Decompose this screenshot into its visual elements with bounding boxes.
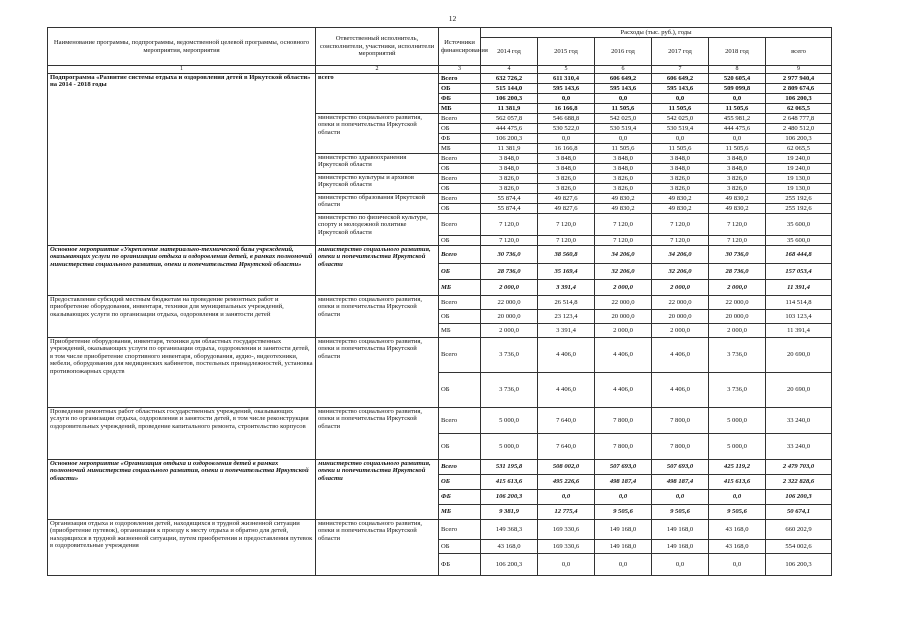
total-value-cell: 2 479 703,0: [766, 460, 832, 475]
total-value-cell: 2 480 512,0: [766, 124, 832, 134]
total-value-cell: 106 200,3: [766, 134, 832, 144]
year-value-cell: 7 640,0: [538, 408, 595, 434]
year-value-cell: 2 000,0: [709, 324, 766, 338]
index-cell: 5: [538, 66, 595, 74]
year-value-cell: 3 848,0: [481, 154, 538, 164]
total-value-cell: 106 200,3: [766, 554, 832, 576]
header-source: Источники финансирования: [439, 28, 481, 66]
year-value-cell: 106 200,3: [481, 554, 538, 576]
funding-source-cell: Всего: [439, 74, 481, 84]
year-value-cell: 7 120,0: [481, 214, 538, 236]
header-year: 2018 год: [709, 38, 766, 66]
total-value-cell: 2 648 777,8: [766, 114, 832, 124]
year-value-cell: 169 330,6: [538, 520, 595, 540]
year-value-cell: 7 120,0: [538, 214, 595, 236]
index-cell: 2: [316, 66, 439, 74]
year-value-cell: 3 826,0: [595, 184, 652, 194]
year-value-cell: 11 505,6: [595, 104, 652, 114]
year-value-cell: 0,0: [538, 134, 595, 144]
executor-cell: министерство социального развития, опеки и попечительства Иркутской области: [316, 114, 439, 154]
year-value-cell: 425 119,2: [709, 460, 766, 475]
year-value-cell: 632 726,2: [481, 74, 538, 84]
funding-source-cell: ОБ: [439, 310, 481, 324]
program-name-cell: Приобретение оборудования, инвентаря, техники для областных государственных учреждений, оказывающих услуги по организации отдыха, оздоровления и занятости детей, в том числе приобретение спортивного инвентаря, оборудования, аудио-, видеотехники, мебели, оборудования для медицинских кабинетов, постельных принадлежностей, установка противопожарных средств: [48, 338, 316, 408]
year-value-cell: 16 166,8: [538, 144, 595, 154]
year-value-cell: 5 000,0: [709, 408, 766, 434]
year-value-cell: 7 800,0: [595, 434, 652, 460]
year-value-cell: 7 800,0: [595, 408, 652, 434]
total-value-cell: 20 690,0: [766, 338, 832, 373]
year-value-cell: 0,0: [709, 94, 766, 104]
total-value-cell: 11 391,4: [766, 280, 832, 296]
year-value-cell: 49 827,6: [538, 204, 595, 214]
index-cell: 1: [48, 66, 316, 74]
year-value-cell: 7 120,0: [481, 236, 538, 246]
funding-source-cell: Всего: [439, 460, 481, 475]
year-value-cell: 20 000,0: [709, 310, 766, 324]
index-cell: 8: [709, 66, 766, 74]
page-number: 12: [448, 14, 457, 23]
index-cell: 6: [595, 66, 652, 74]
year-value-cell: 0,0: [709, 554, 766, 576]
program-name-cell: Проведение ремонтных работ областных государственных учреждений, оказывающих услуги по организации отдыха, оздоровления и занятости детей, в том числе реконструкция оздоровительных учреждений, проведение капитального ремонта, строительство корпусов: [48, 408, 316, 460]
total-value-cell: 19 240,0: [766, 164, 832, 174]
funding-source-cell: ОБ: [439, 373, 481, 408]
year-value-cell: 542 025,0: [595, 114, 652, 124]
year-value-cell: 22 000,0: [481, 296, 538, 310]
total-value-cell: 2 322 828,6: [766, 475, 832, 490]
year-value-cell: 455 981,2: [709, 114, 766, 124]
year-value-cell: 149 168,0: [652, 520, 709, 540]
funding-source-cell: Всего: [439, 174, 481, 184]
year-value-cell: 34 206,0: [595, 246, 652, 264]
year-value-cell: 530 519,4: [595, 124, 652, 134]
program-name-cell: Основное мероприятие «Укрепление материально-технической базы учреждений, оказывающих услуги по организации отдыха и оздоровления детей, в рамках полномочий министерства социального развития, опеки и попечительства Иркутской области»: [48, 246, 316, 296]
total-value-cell: 19 130,0: [766, 184, 832, 194]
total-value-cell: 103 123,4: [766, 310, 832, 324]
year-value-cell: 7 120,0: [595, 214, 652, 236]
header-year: 2014 год: [481, 38, 538, 66]
year-value-cell: 7 800,0: [652, 408, 709, 434]
year-value-cell: 7 120,0: [595, 236, 652, 246]
funding-source-cell: ОБ: [439, 124, 481, 134]
year-value-cell: 49 830,2: [709, 194, 766, 204]
year-value-cell: 415 613,6: [709, 475, 766, 490]
funding-source-cell: Всего: [439, 154, 481, 164]
year-value-cell: 5 000,0: [709, 434, 766, 460]
executor-cell: министерство социального развития, опеки и попечительства Иркутской области: [316, 246, 439, 296]
year-value-cell: 3 826,0: [538, 174, 595, 184]
year-value-cell: 9 381,9: [481, 505, 538, 520]
year-value-cell: 149 168,0: [595, 540, 652, 554]
year-value-cell: 562 057,8: [481, 114, 538, 124]
year-value-cell: 444 475,6: [481, 124, 538, 134]
year-value-cell: 11 505,6: [652, 144, 709, 154]
year-value-cell: 507 693,0: [652, 460, 709, 475]
year-value-cell: 20 000,0: [652, 310, 709, 324]
table-row: [48, 460, 832, 475]
header-year: 2016 год: [595, 38, 652, 66]
funding-source-cell: ФБ: [439, 490, 481, 505]
year-value-cell: 106 200,3: [481, 490, 538, 505]
funding-source-cell: ОБ: [439, 184, 481, 194]
executor-cell: министерство социального развития, опеки и попечительства Иркутской области: [316, 408, 439, 460]
year-value-cell: 3 736,0: [709, 338, 766, 373]
funding-source-cell: МБ: [439, 280, 481, 296]
year-value-cell: 2 000,0: [652, 324, 709, 338]
year-value-cell: 7 120,0: [709, 214, 766, 236]
year-value-cell: 11 381,9: [481, 144, 538, 154]
program-name-cell: Подпрограмма «Развитие системы отдыха и оздоровления детей в Иркутской области» на 2014 - 2018 годы: [48, 74, 316, 246]
index-cell: 4: [481, 66, 538, 74]
total-value-cell: 19 130,0: [766, 174, 832, 184]
year-value-cell: 106 200,3: [481, 94, 538, 104]
year-value-cell: 49 830,2: [652, 194, 709, 204]
year-value-cell: 32 206,0: [652, 264, 709, 280]
year-value-cell: 4 406,0: [652, 373, 709, 408]
header-row: [48, 28, 832, 38]
header-year: всего: [766, 38, 832, 66]
year-value-cell: 2 000,0: [595, 324, 652, 338]
year-value-cell: 0,0: [538, 94, 595, 104]
year-value-cell: 11 505,6: [709, 144, 766, 154]
year-value-cell: 22 000,0: [652, 296, 709, 310]
year-value-cell: 3 826,0: [652, 174, 709, 184]
funding-source-cell: Всего: [439, 194, 481, 204]
year-value-cell: 28 736,0: [709, 264, 766, 280]
year-value-cell: 7 120,0: [652, 236, 709, 246]
year-value-cell: 3 826,0: [652, 184, 709, 194]
header-year: 2017 год: [652, 38, 709, 66]
total-value-cell: 62 065,5: [766, 104, 832, 114]
year-value-cell: 3 826,0: [481, 174, 538, 184]
total-value-cell: 35 600,0: [766, 236, 832, 246]
year-value-cell: 507 693,0: [595, 460, 652, 475]
year-value-cell: 531 195,8: [481, 460, 538, 475]
year-value-cell: 0,0: [595, 490, 652, 505]
year-value-cell: 34 206,0: [652, 246, 709, 264]
executor-cell: министерство образования Иркутской области: [316, 194, 439, 214]
year-value-cell: 606 649,2: [595, 74, 652, 84]
index-cell: 7: [652, 66, 709, 74]
year-value-cell: 149 168,0: [652, 540, 709, 554]
year-value-cell: 498 187,4: [652, 475, 709, 490]
year-value-cell: 3 391,4: [538, 324, 595, 338]
funding-source-cell: Всего: [439, 214, 481, 236]
year-value-cell: 4 406,0: [595, 338, 652, 373]
year-value-cell: 444 475,6: [709, 124, 766, 134]
year-value-cell: 3 848,0: [652, 164, 709, 174]
header-name: Наименование программы, подпрограммы, ведомственной целевой программы, основного мероприятия, мероприятия: [48, 28, 316, 66]
year-value-cell: 32 206,0: [595, 264, 652, 280]
year-value-cell: 520 605,4: [709, 74, 766, 84]
year-value-cell: 2 000,0: [481, 324, 538, 338]
year-value-cell: 3 848,0: [709, 164, 766, 174]
year-value-cell: 0,0: [595, 94, 652, 104]
year-value-cell: 43 168,0: [709, 540, 766, 554]
year-value-cell: 0,0: [595, 554, 652, 576]
funding-source-cell: МБ: [439, 104, 481, 114]
total-value-cell: 106 200,3: [766, 490, 832, 505]
year-value-cell: 7 120,0: [709, 236, 766, 246]
funding-source-cell: МБ: [439, 505, 481, 520]
year-value-cell: 9 505,6: [709, 505, 766, 520]
year-value-cell: 20 000,0: [481, 310, 538, 324]
funding-source-cell: Всего: [439, 408, 481, 434]
year-value-cell: 530 519,4: [652, 124, 709, 134]
index-cell: 3: [439, 66, 481, 74]
year-value-cell: 0,0: [652, 490, 709, 505]
funding-source-cell: Всего: [439, 520, 481, 540]
table-row: [48, 246, 832, 264]
year-value-cell: 30 736,0: [481, 246, 538, 264]
total-value-cell: 255 192,6: [766, 194, 832, 204]
year-value-cell: 3 848,0: [595, 154, 652, 164]
executor-cell: министерство социального развития, опеки и попечительства Иркутской области: [316, 296, 439, 338]
year-value-cell: 55 874,4: [481, 194, 538, 204]
year-value-cell: 515 144,0: [481, 84, 538, 94]
total-value-cell: 62 065,5: [766, 144, 832, 154]
year-value-cell: 28 736,0: [481, 264, 538, 280]
year-value-cell: 0,0: [709, 490, 766, 505]
year-value-cell: 7 120,0: [538, 236, 595, 246]
total-value-cell: 255 192,6: [766, 204, 832, 214]
year-value-cell: 149 368,3: [481, 520, 538, 540]
year-value-cell: 3 848,0: [709, 154, 766, 164]
funding-source-cell: ОБ: [439, 204, 481, 214]
year-value-cell: 106 200,3: [481, 134, 538, 144]
executor-cell: министерство социального развития, опеки и попечительства Иркутской области: [316, 460, 439, 520]
year-value-cell: 2 000,0: [709, 280, 766, 296]
funding-source-cell: Всего: [439, 296, 481, 310]
year-value-cell: 3 848,0: [538, 164, 595, 174]
executor-cell: министерство здравоохранения Иркутской области: [316, 154, 439, 174]
header-executor: Ответственный исполнитель, соисполнители, участники, исполнители мероприятий: [316, 28, 439, 66]
year-value-cell: 49 830,2: [652, 204, 709, 214]
year-value-cell: 11 381,9: [481, 104, 538, 114]
year-value-cell: 3 736,0: [709, 373, 766, 408]
year-value-cell: 49 830,2: [595, 204, 652, 214]
funding-source-cell: МБ: [439, 324, 481, 338]
total-value-cell: 114 514,8: [766, 296, 832, 310]
total-value-cell: 50 674,1: [766, 505, 832, 520]
program-name-cell: Основное мероприятие «Организация отдыха и оздоровления детей в рамках полномочий министерства социального развития, опеки и попечительства Иркутской области»: [48, 460, 316, 520]
program-name-cell: Предоставление субсидий местным бюджетам на проведение ремонтных работ и приобретение оборудования, инвентаря, техники для муниципальных учреждений, оказывающих услуги по организации отдыха, оздоровления и занятости детей: [48, 296, 316, 338]
total-value-cell: 106 200,3: [766, 94, 832, 104]
funding-source-cell: Всего: [439, 338, 481, 373]
year-value-cell: 0,0: [652, 94, 709, 104]
year-value-cell: 0,0: [538, 554, 595, 576]
year-value-cell: 20 000,0: [595, 310, 652, 324]
year-value-cell: 55 874,4: [481, 204, 538, 214]
funding-source-cell: ОБ: [439, 264, 481, 280]
year-value-cell: 2 000,0: [481, 280, 538, 296]
total-value-cell: 35 600,0: [766, 214, 832, 236]
year-value-cell: 4 406,0: [595, 373, 652, 408]
total-value-cell: 157 053,4: [766, 264, 832, 280]
funding-source-cell: Всего: [439, 114, 481, 124]
year-value-cell: 498 187,4: [595, 475, 652, 490]
year-value-cell: 7 120,0: [652, 214, 709, 236]
year-value-cell: 509 099,8: [709, 84, 766, 94]
year-value-cell: 0,0: [652, 134, 709, 144]
year-value-cell: 415 613,6: [481, 475, 538, 490]
year-value-cell: 3 848,0: [652, 154, 709, 164]
executor-cell: министерство культуры и архивов Иркутской области: [316, 174, 439, 194]
year-value-cell: 11 505,6: [595, 144, 652, 154]
table-row: [48, 408, 832, 434]
year-value-cell: 5 000,0: [481, 434, 538, 460]
year-value-cell: 3 391,4: [538, 280, 595, 296]
year-value-cell: 3 826,0: [595, 174, 652, 184]
funding-source-cell: Всего: [439, 246, 481, 264]
year-value-cell: 3 848,0: [595, 164, 652, 174]
year-value-cell: 595 143,6: [538, 84, 595, 94]
header-expenses: Расходы (тыс. руб.), годы: [481, 28, 832, 38]
year-value-cell: 49 830,2: [709, 204, 766, 214]
year-value-cell: 22 000,0: [595, 296, 652, 310]
year-value-cell: 9 505,6: [595, 505, 652, 520]
total-value-cell: 2 977 940,4: [766, 74, 832, 84]
year-value-cell: 9 505,6: [652, 505, 709, 520]
funding-source-cell: ОБ: [439, 236, 481, 246]
year-value-cell: 3 848,0: [481, 164, 538, 174]
total-value-cell: 11 391,4: [766, 324, 832, 338]
year-value-cell: 0,0: [538, 490, 595, 505]
executor-cell: министерство социального развития, опеки и попечительства Иркутской области: [316, 338, 439, 408]
year-value-cell: 606 649,2: [652, 74, 709, 84]
year-value-cell: 595 143,6: [595, 84, 652, 94]
total-value-cell: 19 240,0: [766, 154, 832, 164]
funding-source-cell: ОБ: [439, 164, 481, 174]
table-row: [48, 338, 832, 373]
table-row: [48, 74, 832, 84]
year-value-cell: 7 800,0: [652, 434, 709, 460]
executor-cell: министерство социального развития, опеки и попечительства Иркутской области: [316, 520, 439, 576]
year-value-cell: 611 310,4: [538, 74, 595, 84]
year-value-cell: 4 406,0: [652, 338, 709, 373]
year-value-cell: 495 226,6: [538, 475, 595, 490]
executor-cell: министерство по физической культуре, спорту и молодежной политике Иркутской области: [316, 214, 439, 246]
index-cell: 9: [766, 66, 832, 74]
total-value-cell: 20 690,0: [766, 373, 832, 408]
funding-source-cell: ФБ: [439, 554, 481, 576]
year-value-cell: 49 827,6: [538, 194, 595, 204]
year-value-cell: 23 123,4: [538, 310, 595, 324]
total-value-cell: 33 240,0: [766, 408, 832, 434]
year-value-cell: 149 168,0: [595, 520, 652, 540]
executor-cell: всего: [316, 74, 439, 114]
year-value-cell: 4 406,0: [538, 373, 595, 408]
index-row: [48, 66, 832, 74]
total-value-cell: 554 002,6: [766, 540, 832, 554]
year-value-cell: 35 169,4: [538, 264, 595, 280]
year-value-cell: 3 826,0: [481, 184, 538, 194]
year-value-cell: 0,0: [595, 134, 652, 144]
year-value-cell: 16 166,8: [538, 104, 595, 114]
table-row: [48, 296, 832, 310]
year-value-cell: 30 736,0: [709, 246, 766, 264]
year-value-cell: 12 775,4: [538, 505, 595, 520]
total-value-cell: 33 240,0: [766, 434, 832, 460]
table-row: [48, 520, 832, 540]
year-value-cell: 595 143,6: [652, 84, 709, 94]
total-value-cell: 2 809 674,6: [766, 84, 832, 94]
header-year: 2015 год: [538, 38, 595, 66]
year-value-cell: 43 168,0: [709, 520, 766, 540]
year-value-cell: 3 736,0: [481, 373, 538, 408]
year-value-cell: 43 168,0: [481, 540, 538, 554]
year-value-cell: 11 505,6: [709, 104, 766, 114]
year-value-cell: 3 736,0: [481, 338, 538, 373]
funding-source-cell: ОБ: [439, 434, 481, 460]
funding-source-cell: ОБ: [439, 475, 481, 490]
year-value-cell: 542 025,0: [652, 114, 709, 124]
year-value-cell: 5 000,0: [481, 408, 538, 434]
budget-table: [47, 27, 832, 576]
total-value-cell: 168 444,8: [766, 246, 832, 264]
year-value-cell: 3 848,0: [538, 154, 595, 164]
year-value-cell: 530 522,0: [538, 124, 595, 134]
program-name-cell: Организация отдыха и оздоровления детей, находящихся в трудной жизненной ситуации (приобретение путевок), организация к проезду к месту отдыха и обратно для детей, находящихся в трудной жизненной ситуации, путем приобретения и предоставления путевок в оздоровительные учреждения: [48, 520, 316, 576]
year-value-cell: 22 000,0: [709, 296, 766, 310]
year-value-cell: 169 330,6: [538, 540, 595, 554]
year-value-cell: 4 406,0: [538, 338, 595, 373]
year-value-cell: 3 826,0: [538, 184, 595, 194]
year-value-cell: 38 560,8: [538, 246, 595, 264]
year-value-cell: 7 640,0: [538, 434, 595, 460]
year-value-cell: 26 514,8: [538, 296, 595, 310]
year-value-cell: 0,0: [652, 554, 709, 576]
year-value-cell: 2 000,0: [652, 280, 709, 296]
funding-source-cell: МБ: [439, 144, 481, 154]
funding-source-cell: ОБ: [439, 540, 481, 554]
year-value-cell: 3 826,0: [709, 184, 766, 194]
year-value-cell: 3 826,0: [709, 174, 766, 184]
funding-source-cell: ОБ: [439, 84, 481, 94]
year-value-cell: 49 830,2: [595, 194, 652, 204]
funding-source-cell: ФБ: [439, 134, 481, 144]
year-value-cell: 508 002,0: [538, 460, 595, 475]
funding-source-cell: ФБ: [439, 94, 481, 104]
year-value-cell: 2 000,0: [595, 280, 652, 296]
year-value-cell: 11 505,6: [652, 104, 709, 114]
total-value-cell: 660 202,9: [766, 520, 832, 540]
year-value-cell: 546 688,8: [538, 114, 595, 124]
year-value-cell: 0,0: [709, 134, 766, 144]
